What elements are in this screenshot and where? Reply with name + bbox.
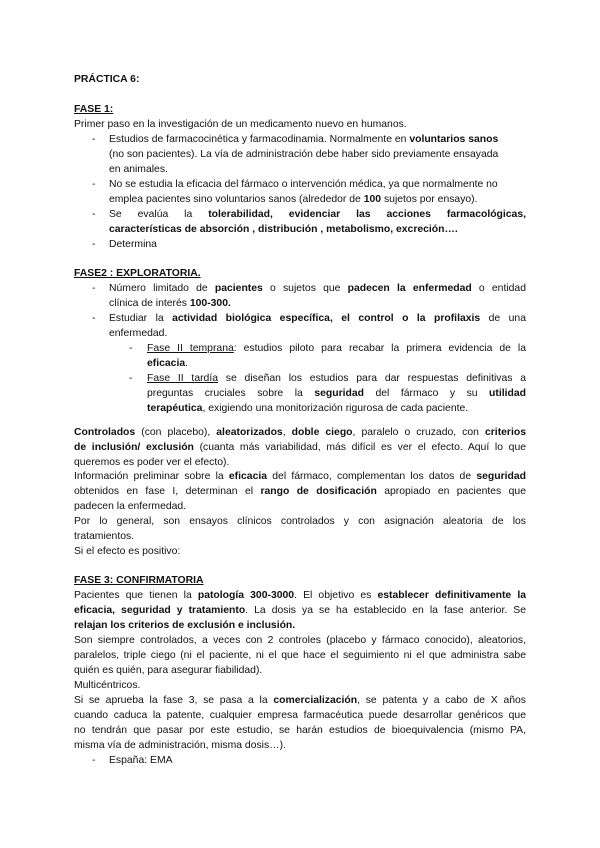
fase2-sub1-line1: Fase II temprana: estudios piloto para recabar la primera evidencia de la bbox=[147, 343, 527, 354]
fase3-heading: FASE 3: CONFIRMATORIA bbox=[74, 575, 204, 586]
fase2-sub2-line2: preguntas cruciales sobre la seguridad del fármaco y su utilidad bbox=[147, 388, 526, 399]
practice-title: PRÁCTICA 6: bbox=[74, 74, 140, 85]
fase2-heading: FASE2 : EXPLORATORIA. bbox=[74, 268, 201, 279]
bullet-dash: - bbox=[92, 313, 96, 324]
fase2-sub1-line2: eficacia. bbox=[147, 358, 189, 369]
fase2-para1-line3: queremos es poder ver el efecto). bbox=[74, 457, 230, 468]
fase1-bullet1-line2: (no son pacientes). La vía de administración debe haber sido previamente ensayada bbox=[109, 149, 499, 160]
fase3-para4-line4: misma vía de administración, misma dosis…). bbox=[74, 740, 286, 751]
fase3-para4-line1: Si se aprueba la fase 3, se pasa a la comercialización, se patenta y a cabo de X años bbox=[74, 695, 526, 706]
fase3-para2-line3: quién es quién, para asegurar fiabilidad). bbox=[74, 665, 263, 676]
fase1-bullet3-line1: Se evalúa la tolerabilidad, evidenciar las acciones farmacológicas, bbox=[109, 209, 527, 220]
fase3-bullet1: España: EMA bbox=[109, 755, 173, 766]
fase3-para1-line2: eficacia, seguridad y tratamiento. La dosis ya se ha establecido en la fase anterior. Se bbox=[74, 605, 526, 616]
bullet-dash: - bbox=[92, 239, 96, 250]
fase2-bullet2-line1: Estudiar la actividad biológica específica, el control o la profilaxis de una bbox=[109, 313, 526, 324]
bullet-dash: - bbox=[92, 283, 96, 294]
fase2-sub2-line1: Fase II tardía se diseñan los estudios para dar respuestas definitivas a bbox=[147, 373, 527, 384]
fase3-para4-line2: cuando caduca la patente, cualquier empresa farmacéutica puede desarrollar genéricos que bbox=[74, 710, 526, 721]
fase3-para2-line1: Son siempre controlados, a veces con 2 controles (placebo y fármaco conocido), aleatorios, bbox=[74, 635, 526, 646]
fase2-bullet2-line2: enfermedad. bbox=[109, 328, 168, 339]
fase1-bullet4: Determina bbox=[109, 239, 157, 250]
bullet-dash: - bbox=[92, 755, 96, 766]
fase2-para3-line2: tratamientos. bbox=[74, 531, 135, 542]
fase2-bullet1-line1: Número limitado de pacientes o sujetos que padecen la enfermedad o entidad bbox=[109, 283, 526, 294]
fase2-para2-line3: padecen la enfermedad. bbox=[74, 501, 187, 512]
fase1-bullet1-line1: Estudios de farmacocinética y farmacodinamia. Normalmente en voluntarios sanos bbox=[109, 134, 499, 145]
fase2-para2-line1: Información preliminar sobre la eficacia del fármaco, complementan los datos de seguridad bbox=[74, 471, 526, 482]
fase2-para1-line1: Controlados (con placebo), aleatorizados, doble ciego, paralelo o cruzado, con criterios bbox=[74, 427, 526, 438]
subbullet-dash: - bbox=[129, 373, 133, 384]
fase1-bullet1-line3: en animales. bbox=[109, 164, 168, 175]
fase2-para4: Si el efecto es positivo: bbox=[74, 546, 181, 557]
fase3-para2-line2: paralelos, triple ciego (ni el paciente, ni el que hace el seguimiento ni el que administra sabe bbox=[74, 650, 526, 661]
fase2-sub2-line3: terapéutica, exigiendo una monitorización rigurosa de cada paciente. bbox=[147, 403, 469, 414]
bullet-dash: - bbox=[92, 209, 96, 220]
fase2-para2-line2: obtenidos en fase I, determinan el rango de dosificación apropiado en pacientes que bbox=[74, 486, 526, 497]
fase3-para1-line3: relajan los criterios de exclusión e inclusión. bbox=[74, 620, 296, 631]
fase3-para1-line1: Pacientes que tienen la patología 300-3000. El objetivo es establecer definitivamente la bbox=[74, 590, 526, 601]
fase2-para1-line2: de inclusión/ exclusión (cuanta más variabilidad, más difícil es ver el efecto. Aquí lo que bbox=[74, 442, 526, 453]
fase1-heading: FASE 1: bbox=[74, 104, 114, 115]
subbullet-dash: - bbox=[129, 343, 133, 354]
fase3-para3: Multicéntricos. bbox=[74, 680, 141, 691]
fase1-intro: Primer paso en la investigación de un medicamento nuevo en humanos. bbox=[74, 119, 407, 130]
bullet-dash: - bbox=[92, 134, 96, 145]
fase1-bullet3-line2: características de absorción , distribución , metabolismo, excreción…. bbox=[109, 224, 458, 235]
fase1-bullet2-line2: emplea pacientes sino voluntarios sanos (alrededor de 100 sujetos por ensayo). bbox=[109, 194, 478, 205]
fase2-bullet1-line2: clínica de interés 100-300. bbox=[109, 298, 231, 309]
fase3-para4-line3: no tendrán que pasar por este estudio, se harán estudios de bioequivalencia (mismo PA, bbox=[74, 725, 526, 736]
fase1-bullet2-line1: No se estudia la eficacia del fármaco o intervención médica, ya que normalmente no bbox=[109, 179, 498, 190]
fase2-para3-line1: Por lo general, son ensayos clínicos controlados y con asignación aleatoria de los bbox=[74, 516, 526, 527]
bullet-dash: - bbox=[92, 179, 96, 190]
